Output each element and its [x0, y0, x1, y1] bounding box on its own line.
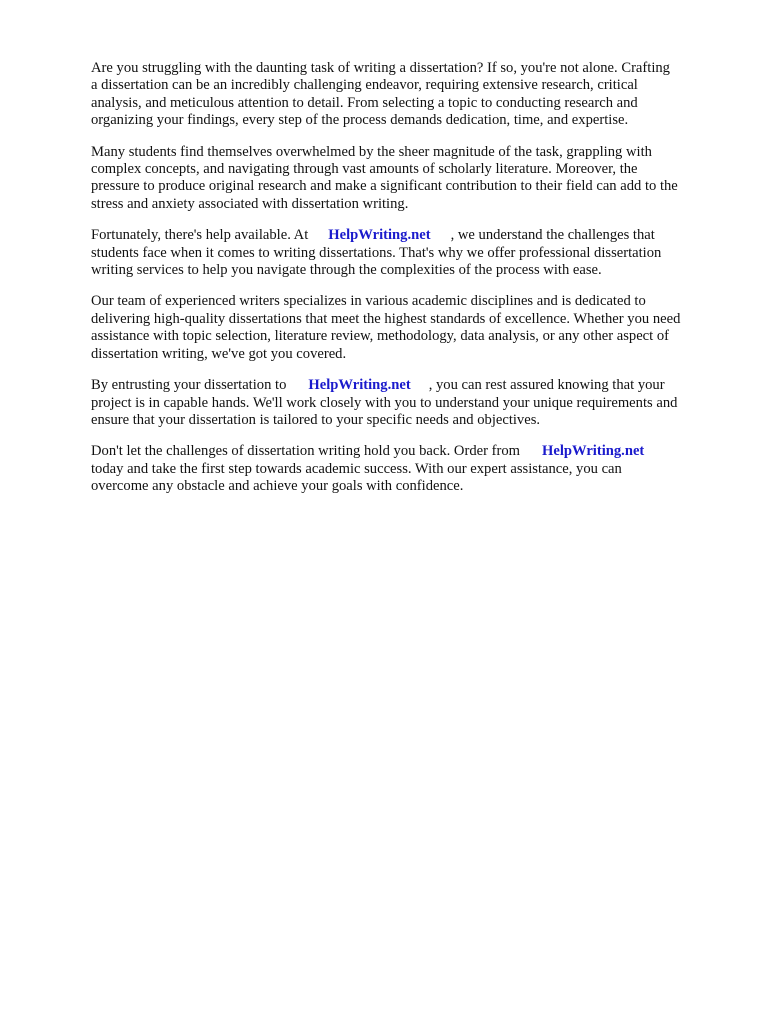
- text-line: writing services to help you navigate through the complexities of the process with ease.: [91, 262, 602, 279]
- helpwriting-link[interactable]: HelpWriting.net: [541, 443, 645, 460]
- text-line: ensure that your dissertation is tailored to your specific needs and objectives.: [91, 411, 541, 428]
- text-line: [91, 377, 721, 394]
- helpwriting-link[interactable]: HelpWriting.net: [328, 227, 431, 244]
- text-line: complex concepts, and navigating through vast amounts of scholarly literature. Moreover, the: [91, 161, 638, 178]
- paragraph-overwhelmed: [91, 144, 721, 214]
- paragraph-team: [91, 293, 721, 363]
- paragraph-entrusting: [91, 377, 721, 429]
- helpwriting-link[interactable]: HelpWriting.net: [308, 377, 411, 394]
- text-line: project is in capable hands. We'll work closely with you to understand your unique requirements and: [91, 394, 678, 411]
- text-line: Many students find themselves overwhelmed by the sheer magnitude of the task, grappling with: [91, 143, 652, 160]
- text-line: analysis, and meticulous attention to detail. From selecting a topic to conducting research and: [91, 94, 638, 111]
- text-segment: , you can rest assured knowing that your: [428, 377, 665, 394]
- text-line: Are you struggling with the daunting task of writing a dissertation? If so, you're not alone. Crafting: [91, 60, 670, 76]
- paragraph-intro: [91, 60, 721, 130]
- text-line: pressure to produce original research and make a significant contribution to their field can add to the: [91, 178, 678, 195]
- text-line: Our team of experienced writers specializes in various academic disciplines and is dedicated to: [91, 293, 646, 310]
- text-segment: Don't let the challenges of dissertation writing hold you back. Order from: [91, 443, 520, 460]
- text-line: overcome any obstacle and achieve your goals with confidence.: [91, 478, 464, 495]
- text-segment: By entrusting your dissertation to: [91, 377, 287, 394]
- text-line: stress and anxiety associated with dissertation writing.: [91, 195, 409, 212]
- text-line: dissertation writing, we've got you covered.: [91, 345, 347, 362]
- paragraph-help-available: [91, 227, 721, 279]
- document-body: [91, 60, 721, 510]
- text-line: [91, 443, 721, 460]
- text-line: organizing your findings, every step of the process demands dedication, time, and expertise.: [91, 112, 629, 129]
- text-line: today and take the first step towards academic success. With our expert assistance, you can: [91, 460, 622, 477]
- text-line: students face when it comes to writing dissertations. That's why we offer professional dissertation: [91, 244, 662, 261]
- text-line: delivering high-quality dissertations that meet the highest standards of excellence. Whether you need: [91, 310, 681, 327]
- paragraph-call-to-action: [91, 443, 721, 495]
- text-line: a dissertation can be an incredibly challenging endeavor, requiring extensive research, critical: [91, 77, 638, 94]
- text-segment: Fortunately, there's help available. At: [91, 227, 309, 244]
- text-segment: , we understand the challenges that: [450, 227, 655, 244]
- text-line: [91, 227, 721, 244]
- text-line: assistance with topic selection, literature review, methodology, data analysis, or any other aspect of: [91, 328, 670, 345]
